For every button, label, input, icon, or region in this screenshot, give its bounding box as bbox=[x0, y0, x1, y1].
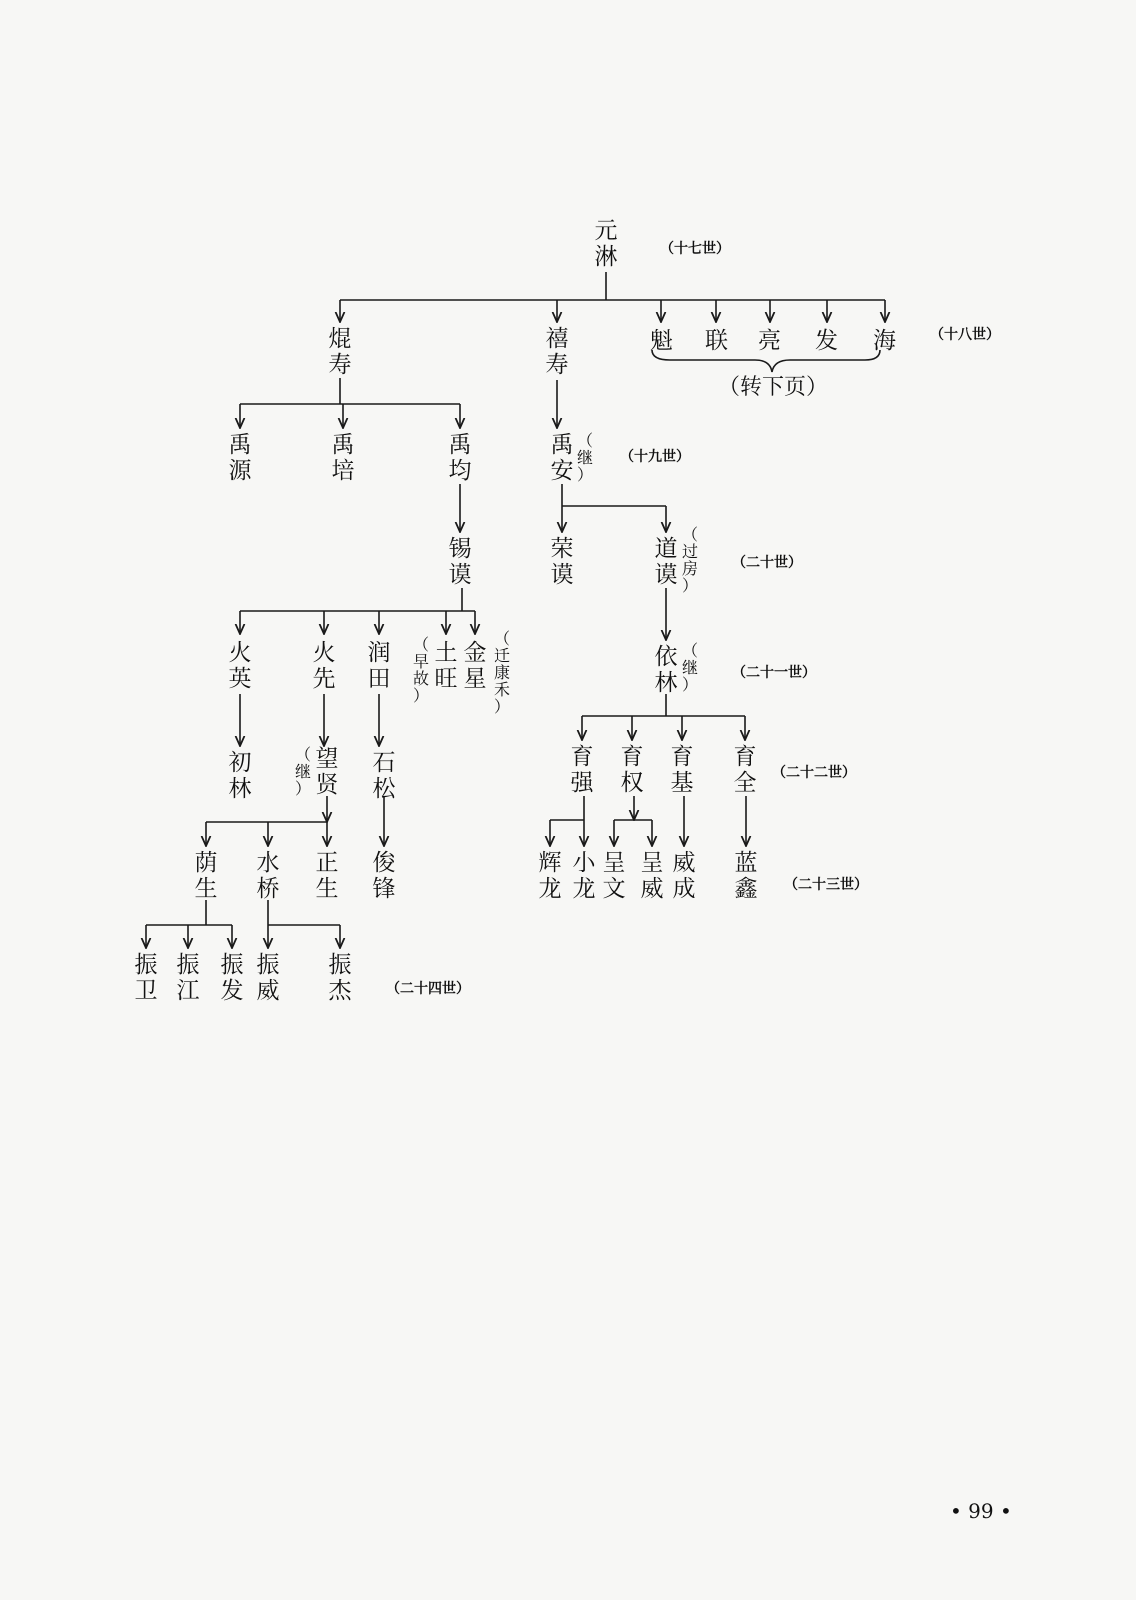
person-zhenfa: 振 发 bbox=[220, 952, 244, 1004]
person-chengwen: 呈 文 bbox=[602, 850, 626, 902]
person-zhengsheng: 正 生 bbox=[315, 850, 339, 902]
person-kui: 魁 bbox=[650, 328, 673, 354]
note-adopted-yuan-an: （ 继 ） bbox=[576, 431, 593, 484]
person-chulin: 初 林 bbox=[228, 750, 252, 802]
person-yuquan: 育 权 bbox=[620, 744, 644, 796]
generation-label-23: （二十三世） bbox=[784, 877, 868, 893]
person-yujun: 禹 均 bbox=[448, 432, 472, 484]
person-yupei: 禹 培 bbox=[331, 432, 355, 484]
person-kunshou: 焜 寿 bbox=[328, 326, 352, 378]
person-junfeng: 俊 锋 bbox=[372, 850, 396, 902]
person-runtian: 润 田 bbox=[367, 640, 391, 692]
continued-next-page-note: （转下页） bbox=[718, 375, 829, 400]
person-zhenjiang: 振 江 bbox=[176, 952, 200, 1004]
person-yuqiang: 育 强 bbox=[570, 744, 594, 796]
person-xishou: 禧 寿 bbox=[545, 326, 569, 378]
person-zhenwei: 振 卫 bbox=[134, 952, 158, 1004]
person-huoxian: 火 先 bbox=[312, 640, 336, 692]
generation-label-18: （十八世） bbox=[930, 327, 1000, 343]
generation-label-24: （二十四世） bbox=[386, 981, 470, 997]
person-shuiqiao: 水 桥 bbox=[256, 850, 280, 902]
generation-label-20: （二十世） bbox=[732, 555, 802, 571]
person-tuwang: 土 旺 bbox=[434, 640, 458, 692]
person-xiaolong: 小 龙 bbox=[572, 850, 596, 902]
person-yuquan-2: 育 全 bbox=[733, 744, 757, 796]
person-yilin: 依 林 bbox=[654, 644, 678, 696]
person-weicheng: 威 成 bbox=[672, 850, 696, 902]
person-rongmo: 荣 谟 bbox=[550, 536, 574, 588]
generation-label-22: （二十二世） bbox=[772, 765, 856, 781]
person-shisong: 石 松 bbox=[372, 750, 396, 802]
person-ximo: 锡 谟 bbox=[448, 536, 472, 588]
note-zaogu: （ 早 故 ） bbox=[412, 635, 429, 705]
note-adopted-yilin: （ 继 ） bbox=[681, 641, 698, 694]
person-lian: 联 bbox=[705, 328, 728, 354]
person-chengwei: 呈 威 bbox=[640, 850, 664, 902]
person-jinxing: 金 星 bbox=[463, 640, 487, 692]
person-yuji: 育 基 bbox=[670, 744, 694, 796]
generation-label-17: （十七世） bbox=[660, 241, 730, 257]
person-hai: 海 bbox=[873, 328, 896, 354]
generation-label-19: （十九世） bbox=[620, 449, 690, 465]
note-qiankanghe: （ 迁 康 禾 ） bbox=[493, 629, 510, 716]
person-daomo: 道 谟 bbox=[654, 536, 678, 588]
person-fa: 发 bbox=[815, 328, 838, 354]
person-zhenjie: 振 杰 bbox=[328, 952, 352, 1004]
person-yuyuan: 禹 源 bbox=[228, 432, 252, 484]
generation-label-21: （二十一世） bbox=[732, 665, 816, 681]
person-huilong: 辉 龙 bbox=[538, 850, 562, 902]
person-yinsheng: 荫 生 bbox=[194, 850, 218, 902]
note-guofang: （ 过 房 ） bbox=[681, 525, 698, 595]
page-number: • 99 • bbox=[950, 1499, 1012, 1523]
person-lanxin: 蓝 鑫 bbox=[734, 850, 758, 902]
person-wangxian: 望 贤 bbox=[315, 746, 339, 798]
person-zhenwei-2: 振 威 bbox=[256, 952, 280, 1004]
person-yuanlin: 元 淋 bbox=[594, 218, 618, 270]
person-huoying: 火 英 bbox=[228, 640, 252, 692]
person-liang: 亮 bbox=[758, 328, 781, 354]
person-yuan-an: 禹 安 bbox=[550, 432, 574, 484]
note-adopted-wangxian: （ 继 ） bbox=[294, 745, 311, 798]
